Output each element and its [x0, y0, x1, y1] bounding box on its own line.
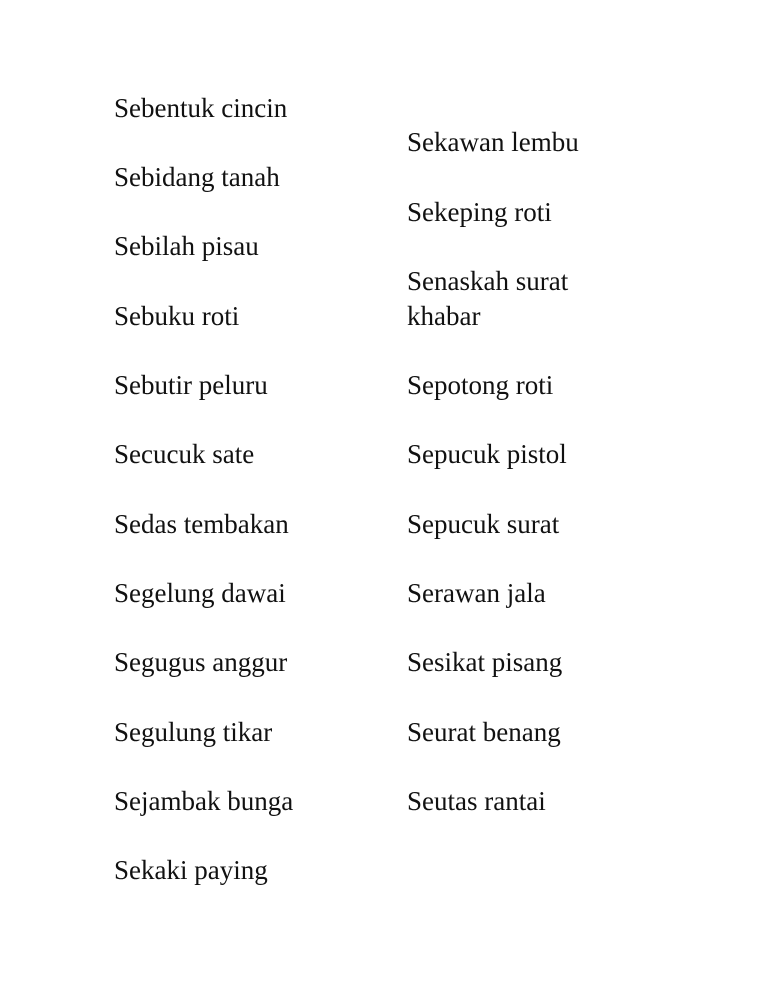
right-item: Serawan jala: [407, 578, 546, 608]
right-item: Sekeping roti: [407, 197, 552, 227]
left-item: Sebilah pisau: [114, 231, 259, 261]
left-item: Segelung dawai: [114, 578, 286, 608]
left-item: Sebutir peluru: [114, 370, 268, 400]
left-item: Segulung tikar: [114, 717, 273, 747]
right-item: Sepucuk surat: [407, 509, 560, 539]
right-item: Seurat benang: [407, 717, 561, 747]
right-item: Sepotong roti: [407, 370, 554, 400]
left-item: Sebuku roti: [114, 301, 240, 331]
right-item: Sepucuk pistol: [407, 439, 567, 469]
left-item: Sebentuk cincin: [114, 93, 288, 123]
left-item: Secucuk sate: [114, 439, 255, 469]
right-item: Senaskah surat khabar: [407, 266, 569, 331]
right-item: Sesikat pisang: [407, 647, 563, 677]
left-item: Sejambak bunga: [114, 786, 294, 816]
left-item: Segugus anggur: [114, 647, 288, 677]
right-item: Seutas rantai: [407, 786, 546, 816]
right-item: Sekawan lembu: [407, 127, 579, 157]
left-item: Sebidang tanah: [114, 162, 280, 192]
left-item: Sedas tembakan: [114, 509, 289, 539]
left-item: Sekaki paying: [114, 855, 268, 885]
